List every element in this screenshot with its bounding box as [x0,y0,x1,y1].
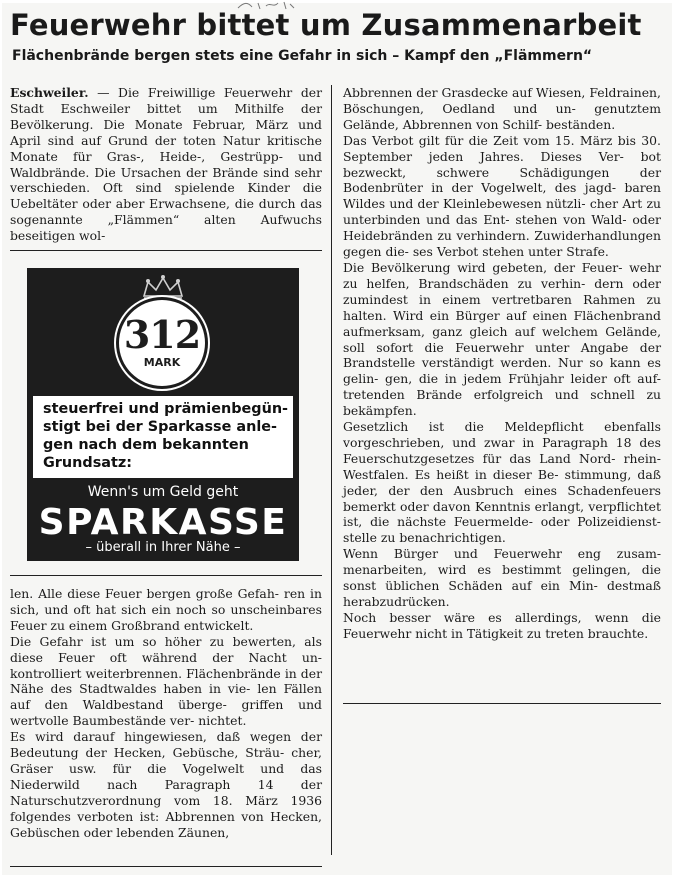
text-line: Abbrennen der Grasdecke auf Wiesen, [343,85,586,100]
text-line: Wenn Bürger und Feuerwehr eng zusam- [343,546,661,562]
text-line: der Bevölkerung. Die Monate Februar, [10,100,322,132]
text-line: Naturschutzverordnung vom 18. März 1936 [10,792,322,808]
article-column-left-top [10,85,322,244]
paragraph [343,260,661,419]
paragraph [343,610,661,642]
text-line: cher Art zu unterbinden und das Ent- [343,196,661,228]
badge-unit: MARK [143,356,181,369]
text-line: stehen von Wald- oder Heidebränden zu [343,212,661,244]
text-line: len. Alle diese Feuer bergen große Gefah- [10,586,279,601]
text-line: spielende Kinder die Uebeltäter oder aber [10,180,322,212]
text-line: stimmung, daß jeder, der den Ausbruch [343,466,661,498]
paragraph [343,133,661,260]
text-line: die sonst üblichen Schäden auf ein Min- [343,562,661,594]
text-line: verhindern. Zuwiderhandlungen gegen die- [343,228,661,260]
text-line: vorgeschrieben, und zwar in Paragraph 18 [343,434,632,450]
text-line: stelle zu benachrichtigen. [343,530,506,546]
text-line: verständigt werden. Nur so kann es gelin- [343,355,661,387]
dateline: Eschweiler. [10,85,89,100]
text-line: Rahmen zu halten. Wird ein Bürger auf [343,291,661,323]
text-line: destmaß herabzudrücken. [343,578,661,609]
text-line: Erwachsene, die durch das sogenannte [10,196,322,228]
text-line: menarbeiten, wird es bestimmt gelingen, [343,562,631,578]
paragraph-intro [10,85,322,244]
text-line: Feuerwehr unter Angabe der Brandstelle [343,339,661,371]
text-line: Bodenbrüter in der Vogelwelt, des jagd- [343,180,617,196]
text-line: Das Verbot gilt für die Zeit vom 15. März [343,132,613,148]
ad-copy-line: steuerfrei und prämienbegün- [43,401,289,417]
text-line: der Brände sind sehr verschieden. Oft sind [10,164,322,196]
ad-copy-line: stigt bei der Sparkasse anle- [43,419,278,435]
ad-footer: – überall in Ihrer Nähe – [85,540,241,555]
text-line: ren in sich, und oft hat sich ein noch so [10,586,322,617]
text-line: beständen. [545,116,616,132]
paragraph [343,419,661,546]
text-line: bot bezweckt, schwere Schädigungen der [343,148,661,180]
amount-badge [119,300,205,386]
text-line: Die Bevölkerung wird gebeten, der Feuer- [343,259,623,275]
paragraph [343,546,661,610]
text-line: folgendes verboten ist: Abbrennen von [10,808,264,824]
divider-below-ad [10,575,322,576]
article-column-right [343,85,661,642]
text-line: Gestrüpp- und Waldbrände. Die Ursachen [10,148,322,180]
article-headline: Feuerwehr bittet um Zusammenarbeit [10,8,642,42]
text-line: kontrolliert weiterbrennen. Flächenbrände [10,665,281,681]
text-line: — Die Freiwillige Feuerwehr [97,85,293,100]
ad-copy-box [33,396,293,478]
text-line: „Flämmen“ alten Aufwuchs beseitigen wol- [10,212,322,244]
text-line: Feldrainen, Böschungen, Oedland und un- [343,85,661,116]
article-column-left-bottom [10,586,322,841]
text-line: nichtet. [198,713,247,729]
paragraph [10,729,322,840]
text-line: genutztem Gelände, Abbrennen von Schilf- [343,100,661,132]
text-line: griffen und wertvolle Baumbestände ver- [10,697,322,729]
text-line: dern oder zumindest in einem vertretbaren [343,275,661,307]
text-line: des Feuerschutzgesetzes für das Land Nord- [343,434,661,466]
ad-copy-line: gen nach dem bekannten [43,437,249,453]
text-line: baren Wildes und der Kleinlebewesen nützli- [343,180,661,212]
divider-bottom-right [343,703,661,704]
divider-above-ad [10,250,322,251]
crown-icon [140,274,186,300]
paragraph [10,634,322,729]
column-divider-vertical [331,85,332,855]
text-line: Es wird darauf hingewiesen, daß wegen der [10,729,322,745]
sparkasse-advertisement [27,268,299,561]
ad-tagline: Wenn's um Geld geht [87,484,239,500]
text-line: nächste Feuermelde- oder Polizeidienst- [397,514,661,530]
text-line: gleich auf welchem Gelände, soll sofort die [343,323,662,355]
text-line: Kenntnis erlangt, verpflichtet ist, die [343,498,661,530]
text-line: tretenden Brände erfolgreich und schnell zu [343,387,661,403]
text-line: entwickelt. [183,617,254,633]
text-line: wehr zu helfen, Brandschäden zu verhin- [343,259,661,291]
text-line: ses Verbot stehen unter Strafe. [412,244,609,260]
paragraph [10,586,322,634]
paragraph [343,85,661,133]
ad-brand-name: SPARKASSE [38,502,288,543]
text-line: das Niederwild nach Paragraph 14 der [10,760,322,792]
text-line: bekämpfen. [343,403,417,419]
text-line: unscheinbares Feuer zu einem Großbrand [10,601,322,633]
text-line: Natur kritische Monate für Gras-, Heide-, [10,132,322,164]
text-line: len Fällen auf den Waldbestand überge- [10,681,322,713]
text-line: Feuerwehr nicht in Tätigkeit zu treten [343,625,584,641]
text-line: cher, Gräser usw. für die Vogelwelt und [10,745,322,776]
ad-copy-line: Grundsatz: [43,455,132,471]
text-line: gen, die in jedem Frühjahr leider oft auf- [385,371,661,387]
text-line: Hecken, Gebüschen oder lebenden Zäunen, [10,808,322,840]
text-line: einen Flächenbrand aufmerksam, ganz [343,307,661,339]
text-line: März und April sind auf Grund der toten [10,116,322,148]
text-line: als diese Feuer oft während der Nacht un- [10,633,322,665]
text-line: bis 30. September jeden Jahres. Dieses Ver- [343,132,661,164]
text-line: Gesetzlich ist die Meldepflicht ebenfalls [343,419,661,435]
text-line: brauchte. [587,625,649,641]
text-line: Die Gefahr ist um so höher zu bewerten, [10,633,296,649]
text-line: der Stadt Eschweiler bittet um Mithilfe [10,85,322,116]
text-line: Bedeutung der Hecken, Gebüsche, Sträu- [10,745,285,761]
badge-number: 312 [123,312,201,357]
article-subheadline: Flächenbrände bergen stets eine Gefahr in sich – Kampf den „Flämmern“ [12,48,593,64]
text-line: Noch besser wäre es allerdings, wenn die [343,609,661,625]
divider-bottom-left [10,866,322,867]
text-line: in der Nähe des Stadtwaldes haben in vie- [10,665,322,697]
text-line: rhein-Westfalen. Es heißt in dieser Be- [343,450,661,482]
text-line: eines Schadenfeuers bemerkt oder davon [343,482,661,514]
